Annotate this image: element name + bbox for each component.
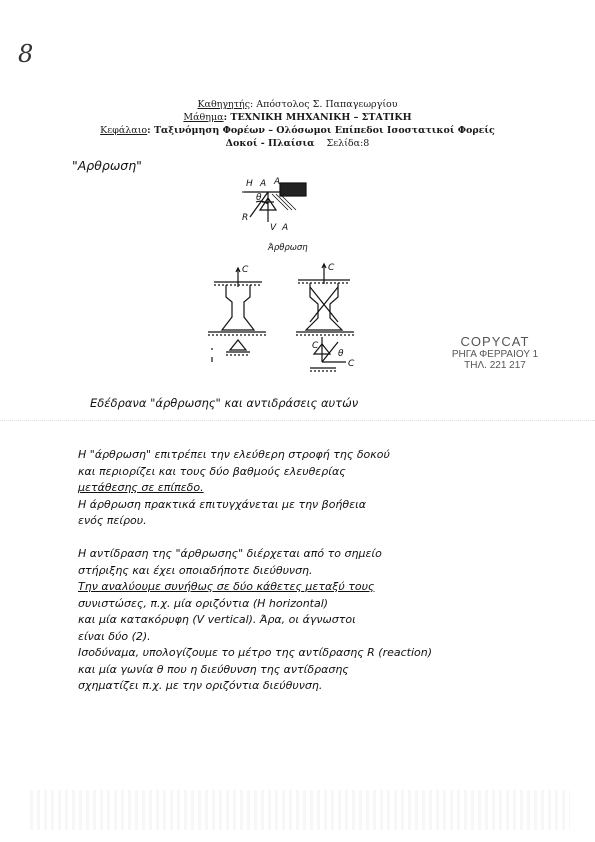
label-A: A xyxy=(274,177,281,187)
para1-line: και περιορίζει και τους δύο βαθμούς ελευθερίας xyxy=(78,464,346,478)
page-label: Σελίδα:8 xyxy=(326,138,370,149)
label-theta: θ xyxy=(256,193,262,203)
para2-line: συνιστώσες, π.χ. μία οριζόντια (H horizontal) xyxy=(78,596,329,610)
para2-line: Η αντίδραση της "άρθρωσης" διέρχεται από το σημείο xyxy=(78,547,382,560)
para2-line: είναι δύο (2). xyxy=(78,629,151,643)
para2-line: στήριξης και έχει οποιαδήποτε διεύθυνση. xyxy=(78,563,313,577)
label-C1: C xyxy=(242,265,249,275)
label-V: V xyxy=(270,223,277,233)
label-H: H xyxy=(246,179,253,189)
figure-handwritten-caption: Εδέδρανα "άρθρωσης" και αντιδράσεις αυτών xyxy=(90,396,359,410)
label-Cx: C xyxy=(348,359,355,369)
header-subchapter-line xyxy=(0,137,595,150)
scan-noise xyxy=(30,790,570,830)
course-name: : ΤΕΧΝΙΚΗ ΜΗΧΑΝΙΚΗ – ΣΤΑΤΙΚΗ xyxy=(223,112,412,123)
para1-line: Η "άρθρωση" επιτρέπει την ελεύθερη στροφή της δοκού xyxy=(78,448,390,461)
label-Cy: C xyxy=(312,341,319,351)
para2-line: και μία κατακόρυφη (V vertical). Άρα, οι άγνωστοι xyxy=(78,613,356,626)
chapter-label: Κεφάλαιο xyxy=(100,125,148,136)
section-title: "Αρθρωση" xyxy=(72,158,142,173)
para2-line: σχηματίζει π.χ. με την οριζόντια διεύθυνση. xyxy=(78,679,323,692)
chapter-sub: Δοκοί - Πλαίσια xyxy=(225,138,315,149)
para2-line: Την αναλύουμε συνήθως σε δύο κάθετες μεταξύ τους xyxy=(78,580,375,593)
course-label: Μάθημα xyxy=(183,112,224,123)
chapter-name: : Ταξινόμηση Φορέων – Ολόσωμοι Επίπεδοι Ισοστατικοί Φορείς xyxy=(147,125,495,136)
para2-line: και μία γωνία θ που η διεύθυνση της αντίδρασης xyxy=(78,662,349,676)
label-C2: C xyxy=(328,263,335,273)
copyshop-stamp xyxy=(420,334,570,371)
label-R: R xyxy=(242,213,249,223)
para1-line: μετάθεσης σε επίπεδο. xyxy=(78,481,204,494)
teacher-label: Καθηγητής xyxy=(197,99,251,110)
stamp-line2: ΡΗΓΑ ΦΕΡΡΑΙΟΥ 1 xyxy=(451,349,539,360)
label-Ay: A xyxy=(282,223,289,233)
stamp-line3: ΤΗΛ. 221 217 xyxy=(464,360,526,371)
para1-line: Η άρθρωση πρακτικά επιτυγχάνεται με την βοήθεια xyxy=(78,497,367,511)
label-Ax: A xyxy=(260,179,267,189)
page-number: 8 xyxy=(18,40,34,68)
header-course-line xyxy=(0,111,595,124)
scan-divider xyxy=(0,420,595,441)
figure-caption: Άρθρωση xyxy=(268,243,308,253)
header-teacher-line xyxy=(0,98,595,111)
para1-line: ενός πείρου. xyxy=(78,514,147,527)
hinge-support-left xyxy=(208,268,266,362)
header-chapter-line xyxy=(0,124,595,137)
stamp-line1: COPYCAT xyxy=(460,334,530,349)
hinge-support-figure xyxy=(190,172,420,387)
paragraph-hinge-reaction xyxy=(78,546,548,695)
hinge-support-right xyxy=(296,264,354,371)
label-theta2: θ xyxy=(338,349,344,359)
paragraph-hinge-freedom xyxy=(78,447,548,530)
para2-line: Ισοδύναμα, υπολογίζουμε το μέτρο της αντίδρασης R (reaction) xyxy=(78,646,433,659)
teacher-name: : Απόστολος Σ. Παπαγεωργίου xyxy=(250,99,398,110)
